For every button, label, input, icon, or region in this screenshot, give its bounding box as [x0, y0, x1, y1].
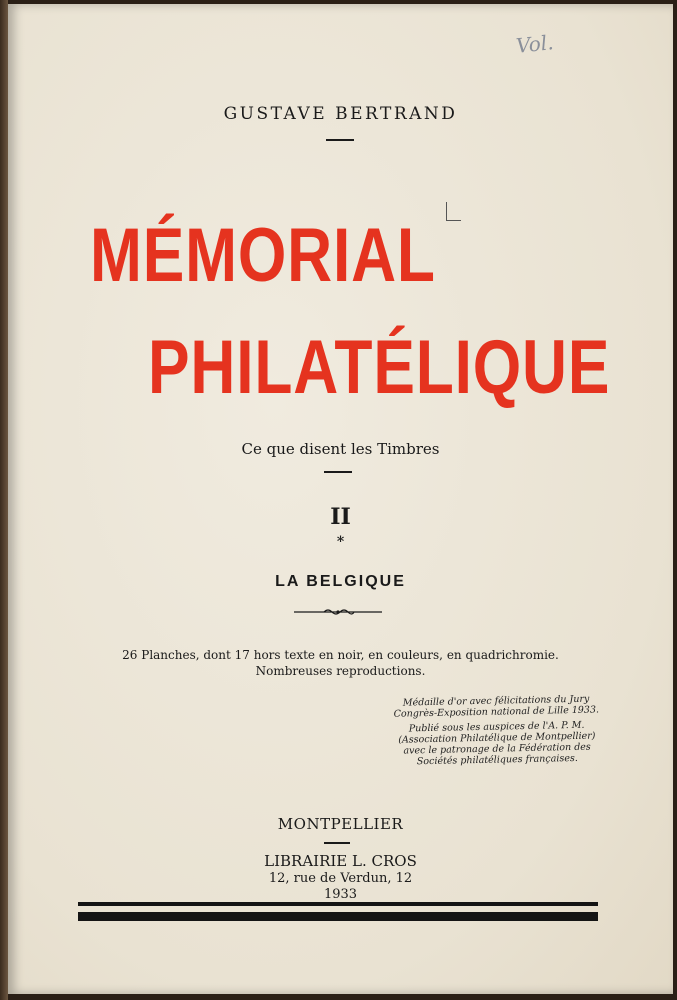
city-divider	[324, 842, 350, 844]
award-line-1: Médaille d'or avec félicitations du Jury	[402, 693, 590, 709]
footer-rule-thick	[78, 912, 598, 921]
title-page	[8, 4, 673, 994]
award-line-3: Publié sous les auspices de l'A. P. M.	[408, 719, 585, 735]
plates-line-2: Nombreuses reproductions.	[255, 664, 426, 678]
publisher-name: LIBRAIRIE L. CROS	[264, 852, 417, 870]
handwritten-pencil-note: Vol.	[514, 30, 555, 58]
author-divider	[326, 139, 354, 141]
footer-rule-thin	[78, 902, 598, 906]
volume-number: II	[330, 504, 351, 530]
award-line-6: Sociétés philatéliques françaises.	[416, 752, 578, 768]
award-line-5: avec le patronage de la Fédération des	[403, 741, 591, 757]
author-name: GUSTAVE BERTRAND	[223, 104, 458, 124]
title-line-1: MÉMORIAL	[90, 213, 436, 298]
plates-description	[8, 647, 673, 679]
volume-title: LA BELGIQUE	[275, 573, 406, 590]
title-line-2: PHILATÉLIQUE	[148, 325, 611, 410]
ornament-divider	[294, 607, 382, 617]
volume-asterisk: *	[336, 534, 345, 550]
plates-line-1: 26 Planches, dont 17 hors texte en noir, en couleurs, en quadrichromie.	[122, 648, 559, 662]
publication-year: 1933	[323, 887, 358, 902]
award-line-2: Congrès-Exposition national de Lille 1933.	[393, 704, 600, 720]
subtitle-divider	[324, 471, 352, 473]
book-spine-edge	[0, 0, 8, 1000]
publication-city: MONTPELLIER	[277, 815, 404, 833]
pencil-mark	[446, 202, 461, 221]
publisher-address: 12, rue de Verdun, 12	[268, 871, 413, 886]
award-line-4: (Association Philatélique de Montpellier)	[398, 730, 596, 746]
award-notice	[382, 693, 611, 772]
subtitle: Ce que disent les Timbres	[241, 440, 440, 458]
